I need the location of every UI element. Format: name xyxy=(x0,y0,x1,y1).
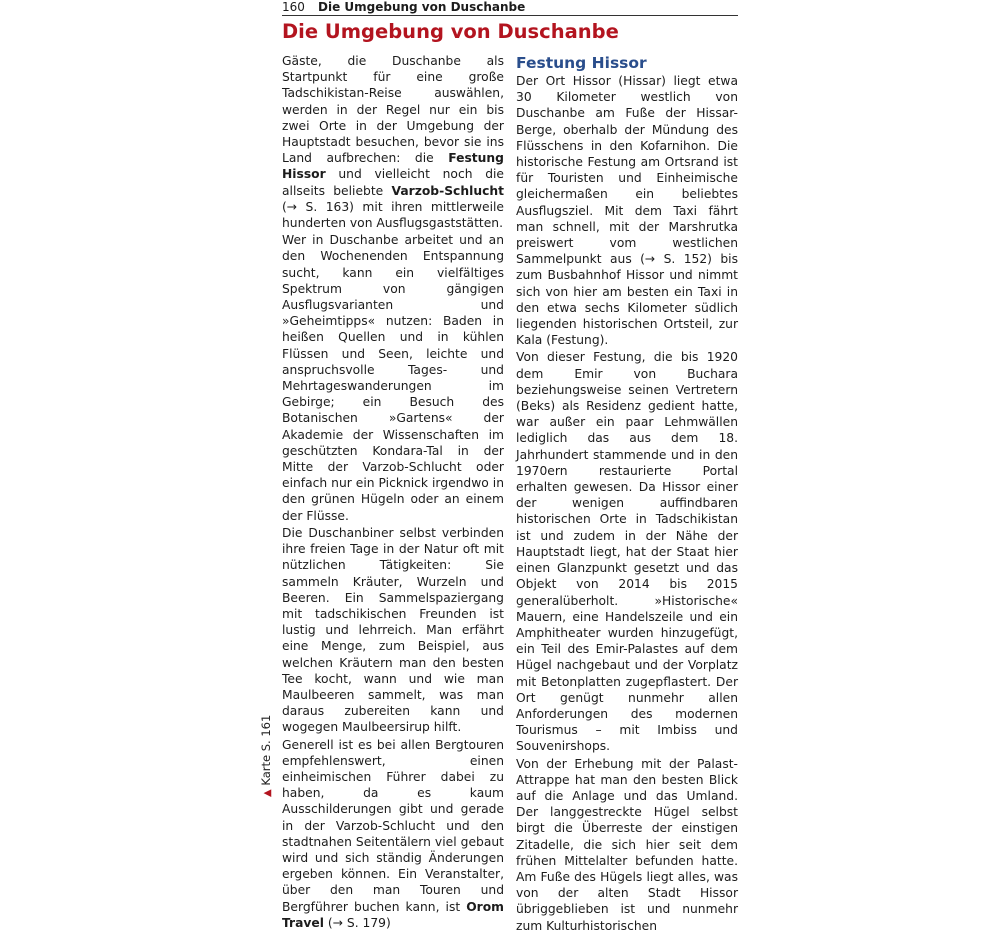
highlight-varzob-schlucht: Varzob-Schlucht xyxy=(391,183,504,198)
right-column xyxy=(516,54,738,935)
page-title: Die Umgebung von Duschanbe xyxy=(282,20,619,43)
paragraph-mountain-tours: Generell ist es bei allen Bergtouren empfehlenswert, einen einheimischen Führer dabei zu haben, da es kaum Ausschilderungen gibt und gerade in der Varzob-Schlucht und den stadtnahen Seitentälern viel gebaut wird und sich ständig Änderungen ergeben können. Ein Veranstalter, über den man Touren und Bergführer buchen kann, ist Orom Travel (→ S. 179) xyxy=(282,737,504,930)
paragraph-collecting: Die Duschanbiner selbst verbinden ihre freien Tage in der Natur oft mit nützlichen Tätigkeiten: Sie sammeln Kräuter, Wurzeln und Beeren. Ein Sammelspaziergang mit tadschikischen Freunden ist lustig und lehrreich. Man erfährt eine Menge, zum Beispiel, aus welchen Kräutern man den besten Tee kocht, wann und wie man Maulbeeren sammelt, was man daraus zubereiten kann und wogegen Maulbeersirup hilft. xyxy=(282,525,504,735)
page-number: 160 xyxy=(282,0,305,14)
running-title: Die Umgebung von Duschanbe xyxy=(318,0,526,14)
map-reference-text: Karte S. 161 xyxy=(259,714,273,786)
map-arrow-icon: ▲ xyxy=(262,789,273,797)
paragraph-view: Von der Erhebung mit der Palast-Attrappe hat man den besten Blick auf die Anlage und das Umland. Der langgestreckte Hügel selbst birgt die Überreste der einstigen Zitadelle, die sich hier seit dem frühen Mittelalter befunden hatte. Am Fuße des Hügels liegt alles, was von der alten Stadt Hissor übriggeblieben ist und nunmehr zum Kulturhistorischen xyxy=(516,756,738,933)
highlight-orom-travel: Orom Travel xyxy=(282,899,504,930)
highlight-festung-hissor: Festung Hissor xyxy=(282,151,504,182)
left-column xyxy=(282,53,504,932)
paragraph-history: Von dieser Festung, die bis 1920 dem Emir von Buchara beziehungsweise seinen Vertretern (Beks) als Residenz gedient hatte, war außer ein paar Lehmwällen lediglich das aus dem 18. Jahrhundert stammende und in den 1970ern restaurierte Portal erhalten gewesen. Da Hissor einer der wenigen auffindbaren historischen Orte in Tadschikistan ist und zudem in der Nähe der Hauptstadt liegt, hat der Staat hier einen Glanzpunkt gesetzt und das Objekt von 2014 bis 2015 generalüberholt. »Historische« Mauern, eine Handelszeile und ein Amphitheater wurden hinzugefügt, ein Teil des Emir-Palastes auf dem Hügel nachgebaut und der Vorplatz mit Betonplatten zugepflastert. Der Ort genügt nunmehr allen Anforderungen des modernen Tourismus – mit Imbiss und Souvenirshops. xyxy=(516,350,738,754)
paragraph-location: Der Ort Hissor (Hissar) liegt etwa 30 Kilometer westlich von Duschanbe am Fuße der Hissar-Berge, oberhalb der Mündung des Flüsschens in den Kofarnihon. Die historische Festung am Ortsrand ist für Touristen und Einheimische gleichermaßen ein beliebtes Ausflugsziel. Mit dem Taxi fährt man schnell, mit der Marshrutka preiswert vom westlichen Sammelpunkt aus (→ S. 152) bis zum Busbahnhof Hissor und nimmt sich von hier am besten ein Taxi in den etwa sechs Kilometer südlich liegenden historischen Ortsteil, zur Kala (Festung). xyxy=(516,74,738,348)
section-heading: Festung Hissor xyxy=(516,54,647,72)
running-header xyxy=(282,0,738,16)
map-reference xyxy=(259,715,275,797)
paragraph-weekend: Wer in Duschanbe arbeitet und an den Wochenenden Entspannung sucht, kann ein vielfältiges Spektrum von gängigen Ausflugsvarianten und »Geheimtipps« nutzen: Baden in heißen Quellen und in kühlen Flüssen und Seen, leichte und anspruchsvolle Tages- und Mehrtageswanderungen im Gebirge; ein Besuch des Botanischen »Gartens« der Akademie der Wissenschaften im geschützten Kondara-Tal in der Mitte der Varzob-Schlucht oder einfach nur ein Picknick irgendwo in den grünen Hügeln oder an einem der Flüsse. xyxy=(282,233,504,523)
paragraph-intro: Gäste, die Duschanbe als Startpunkt für eine große Tadschikistan-Reise auswählen, werden in der Regel nur ein bis zwei Orte in der Umgebung der Hauptstadt besuchen, bevor sie ins Land aufbrechen: die Festung Hissor und vielleicht noch die allseits beliebte Varzob-Schlucht (→ S. 163) mit ihren mittlerweile hunderten von Ausflugsgaststätten. xyxy=(282,54,504,231)
